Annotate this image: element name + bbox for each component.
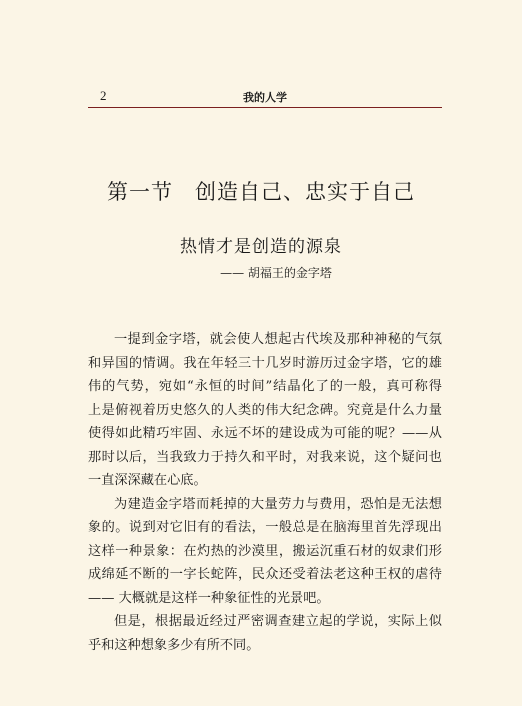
body-text <box>88 328 442 657</box>
paragraph-3-line: 乎和这种想象多少有所不同。 <box>88 637 260 653</box>
paragraph-2-line: 为建造金字塔而耗掉的大量劳力与费用，恐怕是无法想 <box>114 496 442 512</box>
paragraph-3-line: 但是，根据最近经过严密调查建立起的学说，实际上似 <box>114 614 442 629</box>
attribution: —— 胡福王的金字塔 <box>220 266 332 280</box>
paragraph-2-line: 这样一种景象：在灼热的沙漠里，搬运沉重石材的奴隶们形 <box>88 543 442 559</box>
paragraph-1-line: 和异国的情调。我在年轻三十几岁时游历过金字塔，它的雄 <box>88 355 442 371</box>
running-title: 我的人学 <box>243 91 287 104</box>
paragraph-1-line: 一直深深藏在心底。 <box>88 473 207 488</box>
paragraph-1-line: 那时以后，当我致力于持久和平时，对我来说，这个疑问也 <box>88 449 442 465</box>
paragraph-1-line: 上是俯视着历史悠久的人类的伟大纪念碑。究竟是什么力量 <box>88 402 442 418</box>
section-title: 第一节 创造自己、忠实于自己 <box>107 180 415 204</box>
paragraph-1-line: 一提到金字塔，就会使人想起古代埃及那种神秘的气氛 <box>114 332 442 347</box>
page-number: 2 <box>100 88 107 103</box>
paragraph-1-line: 伟的气势，宛如“永恒的时间”结晶化了的一般，真可称得 <box>88 379 442 394</box>
paragraph-2-line: 成绵延不断的一字长蛇阵，民众还受着法老这种王权的虐待 <box>88 567 442 582</box>
paragraph-2-line: —— 大概就是这样一种象征性的光景吧。 <box>88 590 330 606</box>
page-header <box>88 88 442 108</box>
subtitle: 热情才是创造的源泉 <box>180 237 342 257</box>
paragraph-2-line: 象的。说到对它旧有的看法，一般总是在脑海里首先浮现出 <box>88 520 442 535</box>
paragraph-1-line: 使得如此精巧牢固、永远不坏的建设成为可能的呢？——从 <box>88 426 442 441</box>
header-rule <box>88 107 442 108</box>
